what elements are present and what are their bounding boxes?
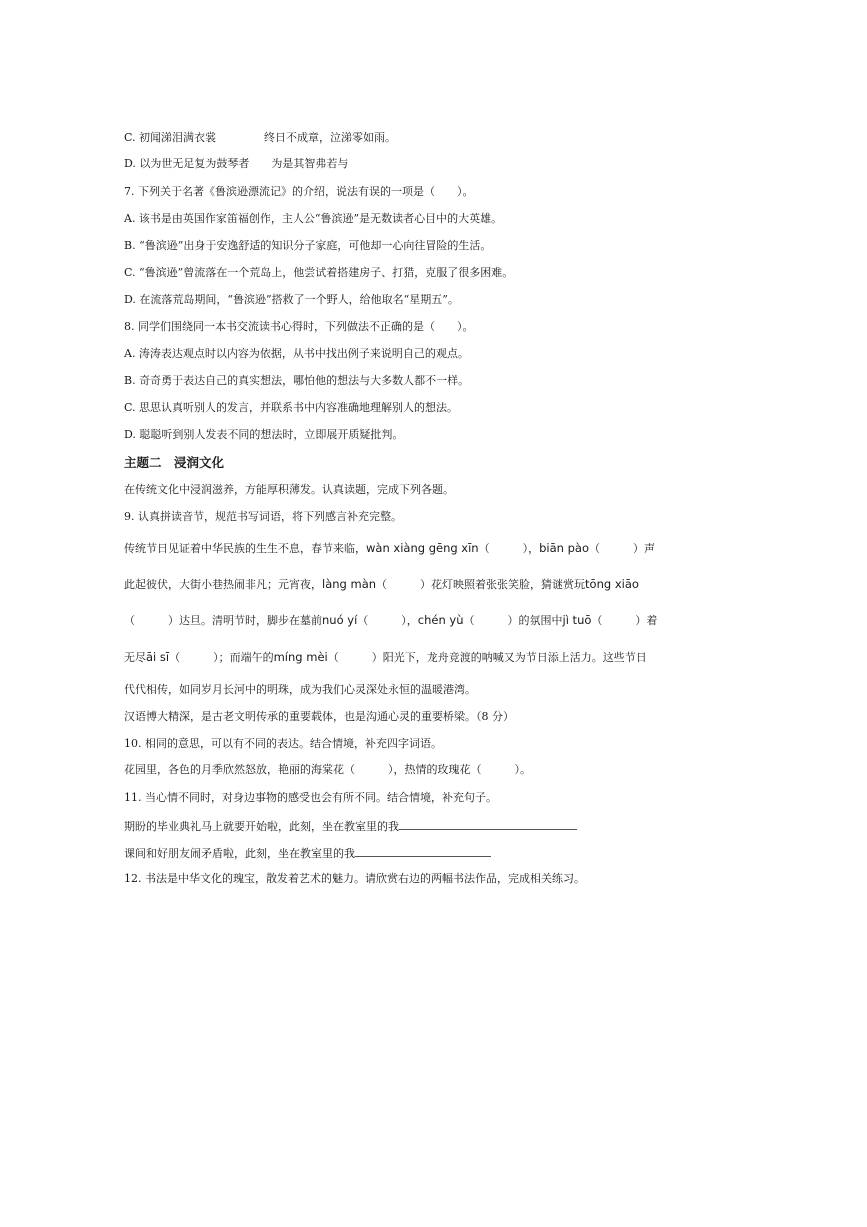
q7-option-b: B. “鲁滨逊”出身于安逸舒适的知识分子家庭，可他却一心向往冒险的生活。 (124, 239, 492, 252)
q6-option-c-part2: 终日不成章，泣涕零如雨。 (264, 131, 397, 144)
answer-blank[interactable]: （ ）花灯映照着张张笑脸，猜谜赏玩 (376, 578, 586, 591)
answer-blank[interactable]: （ ）达旦。清明节时，脚步在墓前 (124, 614, 322, 627)
q9-passage-line-2 (124, 577, 639, 592)
q7-option-a: A. 该书是由英国作家笛福创作，主人公“鲁滨逊”是无数读者心目中的大英雄。 (124, 212, 503, 225)
q8-option-b: B. 奇奇勇于表达自己的真实想法，哪怕他的想法与大多数人都不一样。 (124, 374, 470, 387)
q11-stem: 11. 当心情不同时，对身边事物的感受也会有所不同。结合情境，补充句子。 (124, 791, 497, 804)
q8-option-a: A. 涛涛表达观点时以内容为依据，从书中找出例子来说明自己的观点。 (124, 347, 469, 360)
pinyin-aisi: āi sī (146, 650, 170, 664)
q11-sentence-b-text: 课间和好朋友闹矛盾啦，此刻，坐在教室里的我 (124, 847, 355, 860)
passage-text: 传统节日见证着中华民族的生生不息，春节来临， (124, 542, 366, 555)
q9-passage-line-1 (124, 541, 655, 556)
q10-stem: 10. 相同的意思，可以有不同的表达。结合情境，补充四字词语。 (124, 737, 442, 750)
q7-option-c: C. “鲁滨逊”曾流落在一个荒岛上，他尝试着搭建房子、打猎，克服了很多困难。 (124, 266, 514, 279)
q8-option-d: D. 聪聪听到别人发表不同的想法时，立即展开质疑批判。 (124, 428, 404, 441)
section-intro: 在传统文化中浸润滋养，方能厚积薄发。认真读题，完成下列各题。 (124, 483, 454, 496)
q11-sentence-b (124, 845, 491, 861)
q6-option-c-part1: C. 初闻涕泪满衣裳 (124, 131, 217, 144)
passage-text: 此起彼伏，大街小巷热闹非凡；元宵夜， (124, 578, 322, 591)
pinyin-mingmei: míng mèi (273, 650, 328, 664)
pinyin-jituo: jì tuō (562, 613, 592, 627)
section-heading: 主题二 浸润文化 (124, 455, 225, 470)
pinyin-langman: làng màn (322, 577, 377, 591)
q7-stem: 7. 下列关于名著《鲁滨逊漂流记》的介绍，说法有误的一项是（ ）。 (124, 185, 474, 198)
q12-stem: 12. 书法是中华文化的瑰宝，散发着艺术的魅力。请欣赏右边的两幅书法作品，完成相关练习。 (124, 872, 585, 885)
pinyin-nuoyi: nuó yí (322, 613, 358, 627)
pinyin-tongxiao: tōng xiāo (585, 577, 639, 591)
q6-option-d (124, 157, 348, 171)
q10-sentence[interactable]: 花园里，各色的月季欣然怒放，艳丽的海棠花（ ），热情的玫瑰花（ ）。 (124, 763, 531, 776)
q6-option-d-part2: 为是其智弗若与 (271, 157, 349, 170)
answer-blank[interactable]: （ ）阳光下，龙舟竞渡的呐喊又为节日添上活力。这些节日 (327, 651, 647, 664)
q7-option-d: D. 在流落荒岛期间，“鲁滨逊”搭救了一个野人，给他取名“星期五”。 (124, 293, 459, 306)
pinyin-wanxianggengxin: wàn xiàng gēng xīn (366, 541, 479, 555)
q6-option-d-part1: D. 以为世无足复为鼓琴者 (124, 157, 250, 170)
q8-option-c: C. 思思认真听别人的发言，并联系书中内容准确地理解别人的想法。 (124, 401, 459, 414)
q11-sentence-a (124, 818, 577, 834)
q8-stem: 8. 同学们围绕同一本书交流读书心得时，下列做法不正确的是（ ）。 (124, 320, 474, 333)
pinyin-chenyu: chén yù (417, 613, 464, 627)
answer-line[interactable] (399, 818, 577, 830)
answer-line[interactable] (355, 845, 491, 857)
pinyin-bianpao: biān pào (539, 541, 589, 555)
answer-blank[interactable]: （ ）声 (588, 542, 655, 555)
q9-passage-line-3 (124, 613, 657, 628)
q9-passage-line-4 (124, 650, 647, 665)
answer-blank[interactable]: （ ）， (357, 614, 418, 627)
answer-blank[interactable]: （ ）的氛围中 (463, 614, 563, 627)
answer-blank[interactable]: （ ）着 (591, 614, 658, 627)
q6-option-c (124, 131, 396, 145)
q9-passage-line-5: 代代相传，如同岁月长河中的明珠，成为我们心灵深处永恒的温暖港湾。 (124, 683, 476, 696)
answer-blank[interactable]: （ ）；而端午的 (169, 651, 274, 664)
answer-blank[interactable]: （ ）， (478, 542, 540, 555)
passage-text: 无尽 (124, 651, 146, 664)
q9-passage-line-6: 汉语博大精深，是古老文明传承的重要载体，也是沟通心灵的重要桥梁。（8 分） (124, 710, 514, 723)
q11-sentence-a-text: 期盼的毕业典礼马上就要开始啦，此刻，坐在教室里的我 (124, 820, 399, 833)
q9-stem: 9. 认真拼读音节，规范书写词语，将下列感言补充完整。 (124, 510, 402, 523)
